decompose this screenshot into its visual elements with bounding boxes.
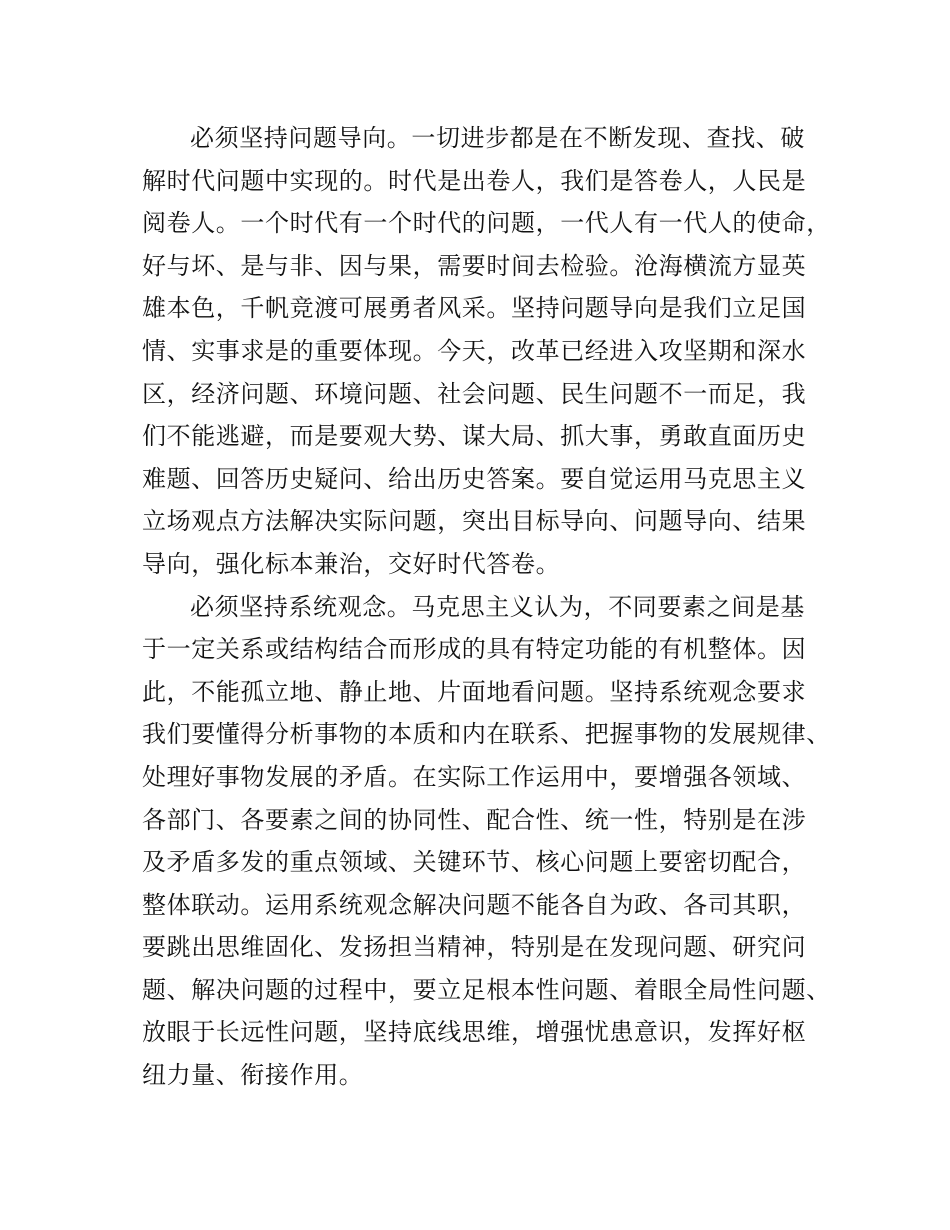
- paragraph-problem-orientation: [142, 117, 832, 586]
- text-line: 难题、回答历史疑问、给出历史答案。要自觉运用马克思主义: [142, 464, 807, 493]
- text-line: 各部门、各要素之间的协同性、配合性、统一性，特别是在涉: [142, 805, 807, 834]
- text-line: 于一定关系或结构结合而形成的具有特定功能的有机整体。因: [142, 635, 807, 664]
- text-line: 导向，强化标本兼治，交好时代答卷。: [142, 549, 561, 578]
- text-line: 好与坏、是与非、因与果，需要时间去检验。沧海横流方显英: [142, 251, 807, 280]
- text-line: 们不能逃避，而是要观大势、谋大局、抓大事，勇敢直面历史: [142, 422, 807, 451]
- text-line: 整体联动。运用系统观念解决问题不能各自为政、各司其职，: [142, 890, 807, 919]
- text-line: 纽力量、衔接作用。: [142, 1061, 364, 1090]
- text-line: 题、解决问题的过程中，要立足根本性问题、着眼全局性问题、: [142, 975, 831, 1004]
- text-line: 雄本色，千帆竞渡可展勇者风采。坚持问题导向是我们立足国: [142, 294, 807, 323]
- text-line: 及矛盾多发的重点领域、关键环节、核心问题上要密切配合，: [142, 848, 807, 877]
- body-text: [142, 117, 832, 1097]
- paragraph-systems-thinking: [142, 586, 832, 1097]
- text-line: 放眼于长远性问题，坚持底线思维，增强忧患意识，发挥好枢: [142, 1018, 807, 1047]
- text-line: 区，经济问题、环境问题、社会问题、民生问题不一而足，我: [142, 379, 807, 408]
- text-line: 处理好事物发展的矛盾。在实际工作运用中，要增强各领域、: [142, 762, 807, 791]
- text-line: 解时代问题中实现的。时代是出卷人，我们是答卷人，人民是: [142, 166, 807, 195]
- text-line: 立场观点方法解决实际问题，突出目标导向、问题导向、结果: [142, 507, 807, 536]
- text-line: 我们要懂得分析事物的本质和内在联系、把握事物的发展规律、: [142, 720, 831, 749]
- text-line: 情、实事求是的重要体现。今天，改革已经进入攻坚期和深水: [142, 336, 807, 365]
- text-line: 此，不能孤立地、静止地、片面地看问题。坚持系统观念要求: [142, 677, 807, 706]
- text-line: 阅卷人。一个时代有一个时代的问题，一代人有一代人的使命，: [142, 209, 831, 238]
- text-line: 要跳出思维固化、发扬担当精神，特别是在发现问题、研究问: [142, 933, 807, 962]
- text-line: 必须坚持系统观念。马克思主义认为，不同要素之间是基: [190, 592, 805, 621]
- text-line: 必须坚持问题导向。一切进步都是在不断发现、查找、破: [190, 124, 805, 152]
